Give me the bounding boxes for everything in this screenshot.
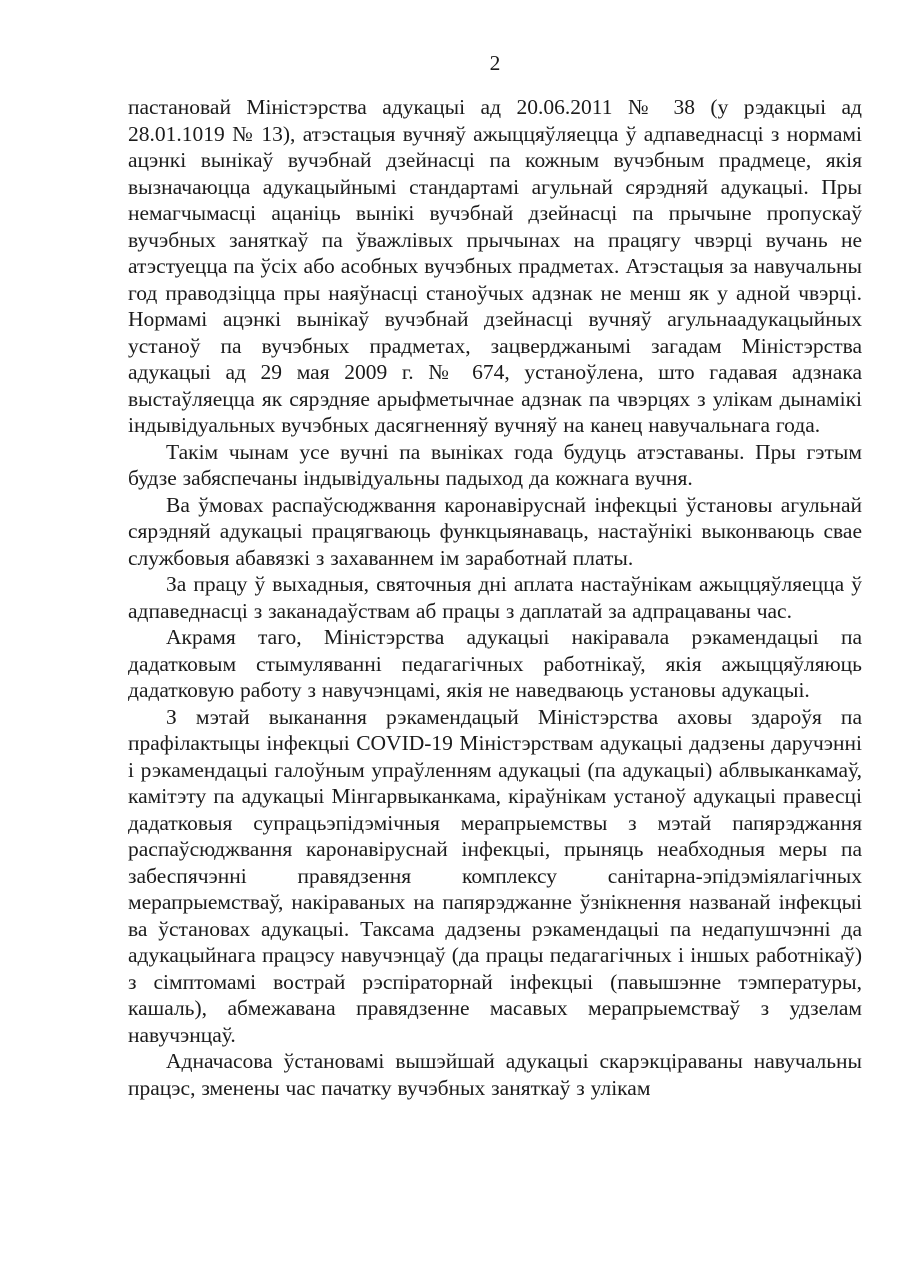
- paragraph-2: Такім чынам усе вучні па выніках года будуць атэставаны. Пры гэтым будзе забяспечаны індывідуальны падыход да кожнага вучня.: [128, 439, 862, 490]
- paragraph-4: За працу ў выхадныя, святочныя дні аплата настаўнікам ажыццяўляецца ў адпаведнасці з заканадаўствам аб працы з даплатай за адпрацаваны час.: [128, 572, 862, 623]
- paragraph-3: Ва ўмовах распаўсюджвання каронавіруснай інфекцыі ўстановы агульнай сярэдняй адукацыі працягваюць функцыянаваць, настаўнікі выконваюць свае службовыя абавязкі з захаваннем ім заработнай платы.: [128, 492, 862, 570]
- document-body: [128, 94, 862, 1101]
- paragraph-5: Акрамя таго, Міністэрства адукацыі накіравала рэкамендацыі па дадатковым стымуляванні педагагічных работнікаў, якія ажыццяўляюць дадатковую работу з навучэнцамі, якія не наведваюць установы адукацыі.: [128, 625, 862, 702]
- paragraph-7: Адначасова ўстановамі вышэйшай адукацыі скарэкціраваны навучальны працэс, зменены час пачатку вучэбных заняткаў з улікам: [128, 1049, 862, 1100]
- paragraph-6: З мэтай выканання рэкамендацый Міністэрства аховы здароўя па прафілактыцы інфекцыі COVID-19 Міністэрствам адукацыі дадзены даручэнні і рэкамендацыі галоўным упраўленням адукацыі (па адукацыі) аблвыканкамаў, камітэту па адукацыі Мінгарвыканкама, кіраўнікам устаноў адукацыі правесці дадатковыя супрацьэпідэмічныя мерапрыемствы з мэтай папярэджання распаўсюджвання каронавіруснай інфекцыі, прыняць неабходныя меры па забеспячэнні правядзення комплексу санітарна-эпідэміялагічных мерапрыемстваў, накіраваных на папярэджанне ўзнікнення названай інфекцыі ва ўстановах адукацыі. Таксама дадзены рэкамендацыі па недапушчэнні да адукацыйнага працэсу навучэнцаў (да працы педагагічных і іншых работнікаў) з сімптомамі вострай рэспіраторнай інфекцыі (павышэнне тэмпературы, кашаль), абмежавана правядзенне масавых мерапрыемстваў з удзелам навучэнцаў.: [128, 704, 862, 1047]
- page-number: 2: [489, 51, 501, 75]
- paragraph-1: пастановай Міністэрства адукацыі ад 20.06.2011 № 38 (у рэдакцыі ад 28.01.1019 № 13), атэстацыя вучняў ажыццяўляецца ў адпаведнасці з нормамі ацэнкі вынікаў вучэбнай дзейнасці па кожным вучэбным прадмеце, якія вызначаюцца адукацыйнымі стандартамі агульнай сярэдняй адукацыі. Пры немагчымасці ацаніць вынікі вучэбнай дзейнасці па прычыне пропускаў вучэбных заняткаў па ўважлівых прычынах на працягу чвэрці вучань не атэстуецца па ўсіх або асобных вучэбных прадметах. Атэстацыя за навучальны год праводзіцца пры наяўнасці станоўчых адзнак не менш як у адной чвэрці. Нормамі ацэнкі вынікаў вучэбнай дзейнасці вучняў агульнаадукацыйных устаноў па вучэбных прадметах, зацверджанымі загадам Міністэрства адукацыі ад 29 мая 2009 г. № 674, устаноўлена, што гадавая адзнака выстаўляецца як сярэдняе арыфметычнае адзнак па чвэрцях з улікам дынамікі індывідуальных вучэбных дасягненняў вучняў на канец навучальнага года.: [128, 95, 862, 437]
